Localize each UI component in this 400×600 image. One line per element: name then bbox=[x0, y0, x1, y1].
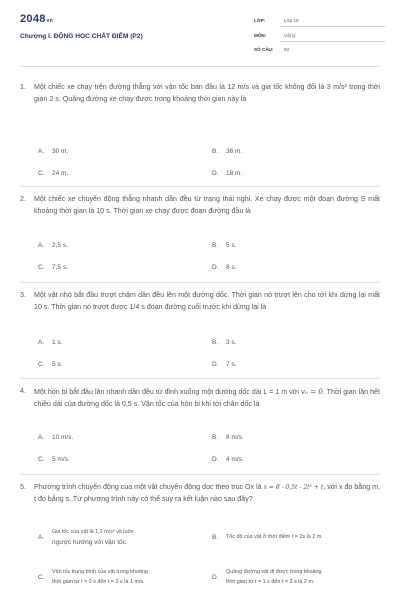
math-expression: x = 8 - 0,5t - 2t² + t bbox=[263, 484, 324, 491]
question-divider bbox=[20, 282, 380, 283]
question-1 bbox=[20, 82, 380, 105]
option-b[interactable]: B. 8 m/s. bbox=[212, 434, 244, 441]
option-d[interactable]: D. 18 m. bbox=[212, 170, 243, 177]
option-a[interactable]: A. Gia tốc của vật là 1,2 m/s² và luôn ngược hướng với vận tốc. bbox=[38, 529, 134, 546]
question-text: Phương trình chuyển động của một vật chuyển động dọc theo trục Ox là x = 8 - 0,5t - 2t² + t, với x đo bằng m, t đo bằng s. Từ phương trình này có thể suy ra kết luận nào sau đây? bbox=[34, 483, 380, 503]
question-2 bbox=[20, 194, 380, 217]
meta-underline bbox=[280, 26, 385, 27]
question-divider bbox=[20, 378, 380, 379]
question-text: Một vật nhỏ bắt đầu trượt chậm dần đều lên một đường dốc. Thời gian nó trượt lên cho tới khi dừng lại mất 10 s. Thời gian nó trượt được 1/4 s đoạn đường cuối trước khi dừng lại là bbox=[34, 291, 380, 311]
subject-value: Vật lý bbox=[284, 33, 296, 38]
question-4 bbox=[20, 386, 380, 410]
question-text: Một chiếc xe chạy trên đường thẳng với vận tốc ban đầu là 12 m/s và gia tốc không đổi là 3 m/s² trong thời gian 2 s. Quãng đường xe chạy được trong khoảng thời gian này là bbox=[34, 83, 380, 103]
question-number: 3. bbox=[20, 291, 26, 299]
page-title: Chương I. ĐỘNG HỌC CHẤT ĐIỂM (P2) bbox=[20, 33, 143, 40]
subject-label: MÔN: bbox=[254, 33, 267, 38]
option-d[interactable]: D. 7 s. bbox=[212, 361, 237, 368]
class-value: Lớp 10 bbox=[284, 18, 299, 23]
option-a[interactable]: A. 30 m. bbox=[38, 148, 69, 155]
option-c[interactable]: C. 5 m/s. bbox=[38, 456, 70, 463]
header-divider bbox=[20, 66, 380, 67]
site-logo[interactable]: 2048vn bbox=[20, 13, 54, 25]
option-a[interactable]: A. 10 m/s. bbox=[38, 434, 74, 441]
option-b[interactable]: B. Tốc độ của vật ở thời điểm t = 2s là 2 m. bbox=[212, 534, 323, 541]
option-d[interactable]: D. 8 s. bbox=[212, 264, 237, 271]
question-text: Một chiếc xe chuyển động thẳng nhanh dần đều từ trạng thái nghỉ. Xe chạy được một đoạn đường S mất khoảng thời gian là 10 s. Thời gian xe chạy được đoạn đường đầu là bbox=[34, 195, 380, 215]
question-text: Một hòn bi bắt đầu lăn nhanh dần đều từ đỉnh xuống một đường dốc dài L = 1 m với v₀ = 0. Thời gian lăn hết chiều dài của đường dốc là 0,5 s. Vận tốc của hòn bi khi tới chân dốc là bbox=[34, 387, 380, 408]
question-number: 1. bbox=[20, 83, 26, 91]
question-number: 4. bbox=[20, 387, 26, 395]
question-divider bbox=[20, 186, 380, 187]
option-b[interactable]: B. 5 s. bbox=[212, 242, 237, 249]
document-header bbox=[0, 0, 400, 72]
question-3 bbox=[20, 290, 380, 313]
option-b[interactable]: B. 3 s. bbox=[212, 339, 237, 346]
question-5 bbox=[20, 482, 380, 505]
question-number: 5. bbox=[20, 483, 26, 491]
count-value: 50 bbox=[284, 47, 290, 52]
option-c[interactable]: C. Vận tốc trung bình của vật trong khoảng thời gian từ t = 0 s đến t = 3 s là 1 m/s. bbox=[38, 569, 148, 585]
option-c[interactable]: C. 5 s. bbox=[38, 361, 63, 368]
option-d[interactable]: D. 4 m/s. bbox=[212, 456, 244, 463]
option-c[interactable]: C. 7,5 s. bbox=[38, 264, 68, 271]
option-a[interactable]: A. 1 s. bbox=[38, 339, 63, 346]
option-d[interactable]: D. Quãng đường vật đi được trong khoảng thời gian từ t = 1 s đến t = 3 s là 2 m. bbox=[212, 569, 322, 585]
question-number: 2. bbox=[20, 195, 26, 203]
count-label: SỐ CÂU: bbox=[254, 47, 274, 52]
option-a[interactable]: A. 2,5 s. bbox=[38, 242, 68, 249]
meta-underline bbox=[280, 41, 385, 42]
option-b[interactable]: B. 36 m. bbox=[212, 148, 243, 155]
option-c[interactable]: C. 24 m. bbox=[38, 170, 69, 177]
class-label: LỚP: bbox=[254, 18, 266, 23]
math-expression: v₀ = 0 bbox=[300, 387, 323, 396]
question-divider bbox=[20, 474, 380, 475]
